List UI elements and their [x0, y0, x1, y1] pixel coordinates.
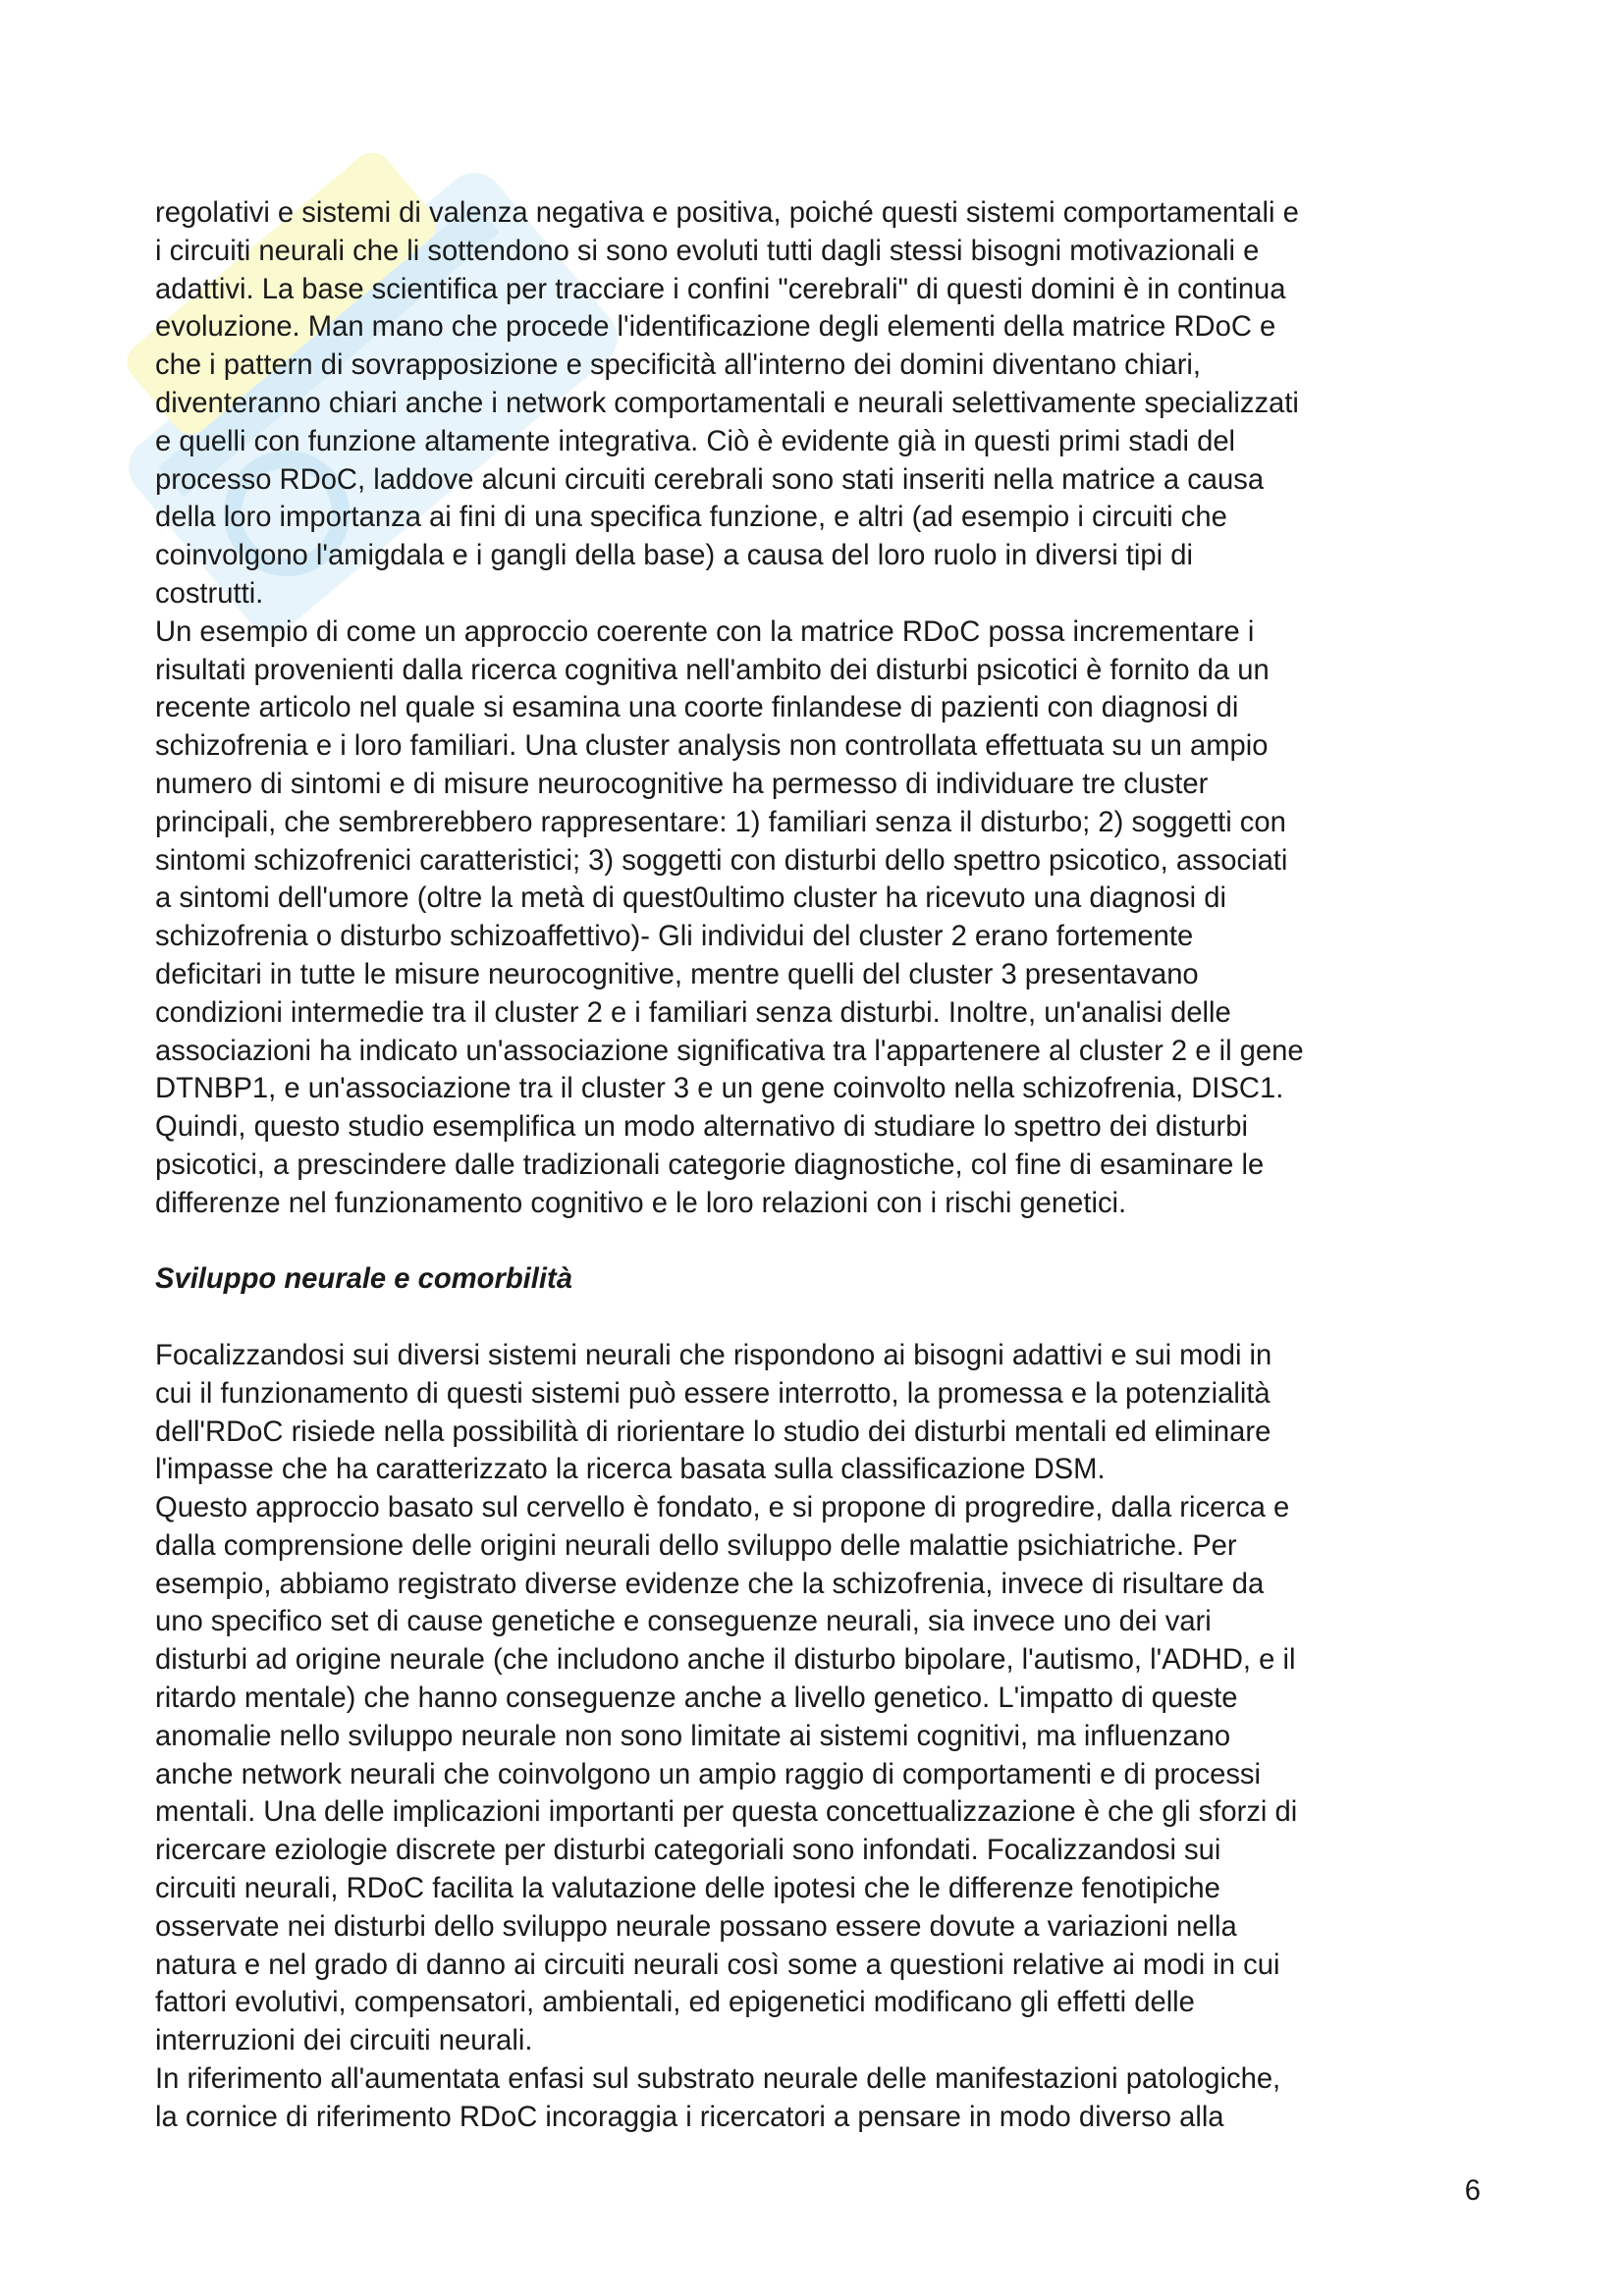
spacer [155, 1223, 1476, 1261]
document-body [155, 194, 1476, 2137]
paragraph: Questo approccio basato sul cervello è fondato, e si propone di progredire, dalla ricerca e dalla comprensione delle origini neurali dello sviluppo delle malattie psichiatriche. Per esempio, abbiamo registrato diverse evidenze che la schizofrenia, invece di risultare da uno specifico set di cause genetiche e conseguenze neurali, sia invece uno dei vari disturbi ad origine neurale (che includono anche il disturbo bipolare, l'autismo, l'ADHD, e il ritardo mentale) che hanno conseguenze anche a livello genetico. L'impatto di queste anomalie nello sviluppo neurale non sono limitate ai sistemi cognitivi, ma influenzano anche network neurali che coinvolgono un ampio raggio di comportamenti e di processi mentali. Una delle implicazioni importanti per questa concettualizzazione è che gli sforzi di ricercare eziologie discrete per disturbi categoriali sono infondati. Focalizzandosi sui circuiti neurali, RDoC facilita la valutazione delle ipotesi che le differenze fenotipiche osservate nei disturbi dello sviluppo neurale possano essere dovute a variazioni nella natura e nel grado di danno ai circuiti neurali così some a questioni relative ai modi in cui fattori evolutivi, compensatori, ambientali, ed epigenetici modificano gli effetti delle interruzioni dei circuiti neurali. [155, 1492, 1298, 2057]
section-heading: Sviluppo neurale e comorbilità [155, 1263, 572, 1296]
paragraph: In riferimento all'aumentata enfasi sul substrato neurale delle manifestazioni patologiche, la cornice di riferimento RDoC incoraggia i ricercatori a pensare in modo diverso alla [155, 2063, 1281, 2133]
page-number: 6 [1464, 2175, 1481, 2207]
paragraph: Un esempio di come un approccio coerente con la matrice RDoC possa incrementare i risultati provenienti dalla ricerca cognitiva nell'ambito dei disturbi psicotici è fornito da un recente articolo nel quale si esamina una coorte finlandese di pazienti con diagnosi di schizofrenia e i loro familiari. Una cluster analysis non controllata effettuata su un ampio numero di sintomi e di misure neurocognitive ha permesso di individuare tre cluster principali, che sembrerebbero rappresentare: 1) familiari senza il disturbo; 2) soggetti con sintomi schizofrenici caratteristici; 3) soggetti con disturbi dello spettro psicotico, associati a sintomi dell'umore (oltre la metà di quest0ultimo cluster ha ricevuto una diagnosi di schizofrenia o disturbo schizoaffettivo)- Gli individui del cluster 2 erano fortemente deficitari in tutte le misure neurocognitive, mentre quelli del cluster 3 presentavano condizioni intermedie tra il cluster 2 e i familiari senza disturbi. Inoltre, un'analisi delle associazioni ha indicato un'associazione significativa tra l'appartenere al cluster 2 e il gene DTNBP1, e un'associazione tra il cluster 3 e un gene coinvolto nella schizofrenia, DISC1. Quindi, questo studio esemplifica un modo alternativo di studiare lo spettro dei disturbi psicotici, a prescindere dalle tradizionali categorie diagnostiche, col fine di esaminare le differenze nel funzionamento cognitivo e le loro relazioni con i rischi genetici. [155, 615, 1304, 1219]
paragraph: Focalizzandosi sui diversi sistemi neurali che rispondono ai bisogni adattivi e sui modi in cui il funzionamento di questi sistemi può essere interrotto, la promessa e la potenzialità dell'RDoC risiede nella possibilità di riorientare lo studio dei disturbi mentali ed eliminare l'impasse che ha caratterizzato la ricerca basata sulla classificazione DSM. [155, 1339, 1272, 1486]
spacer [155, 1299, 1476, 1337]
paragraph: regolativi e sistemi di valenza negativa e positiva, poiché questi sistemi comportamentali e i circuiti neurali che li sottendono si sono evoluti tutti dagli stessi bisogni motivazionali e adattivi. La base scientifica per tracciare i confini "cerebrali" di questi domini è in continua evoluzione. Man mano che procede l'identificazione degli elementi della matrice RDoC e che i pattern di sovrapposizione e specificità all'interno dei domini diventano chiari, diventeranno chiari anche i network comportamentali e neurali selettivamente specializzati e quelli con funzione altamente integrativa. Ciò è evidente già in questi primi stadi del processo RDoC, laddove alcuni circuiti cerebrali sono stati inseriti nella matrice a causa della loro importanza ai fini di una specifica funzione, e altri (ad esempio i circuiti che coinvolgono l'amigdala e i gangli della base) a causa del loro ruolo in diversi tipi di costrutti. [155, 197, 1299, 610]
